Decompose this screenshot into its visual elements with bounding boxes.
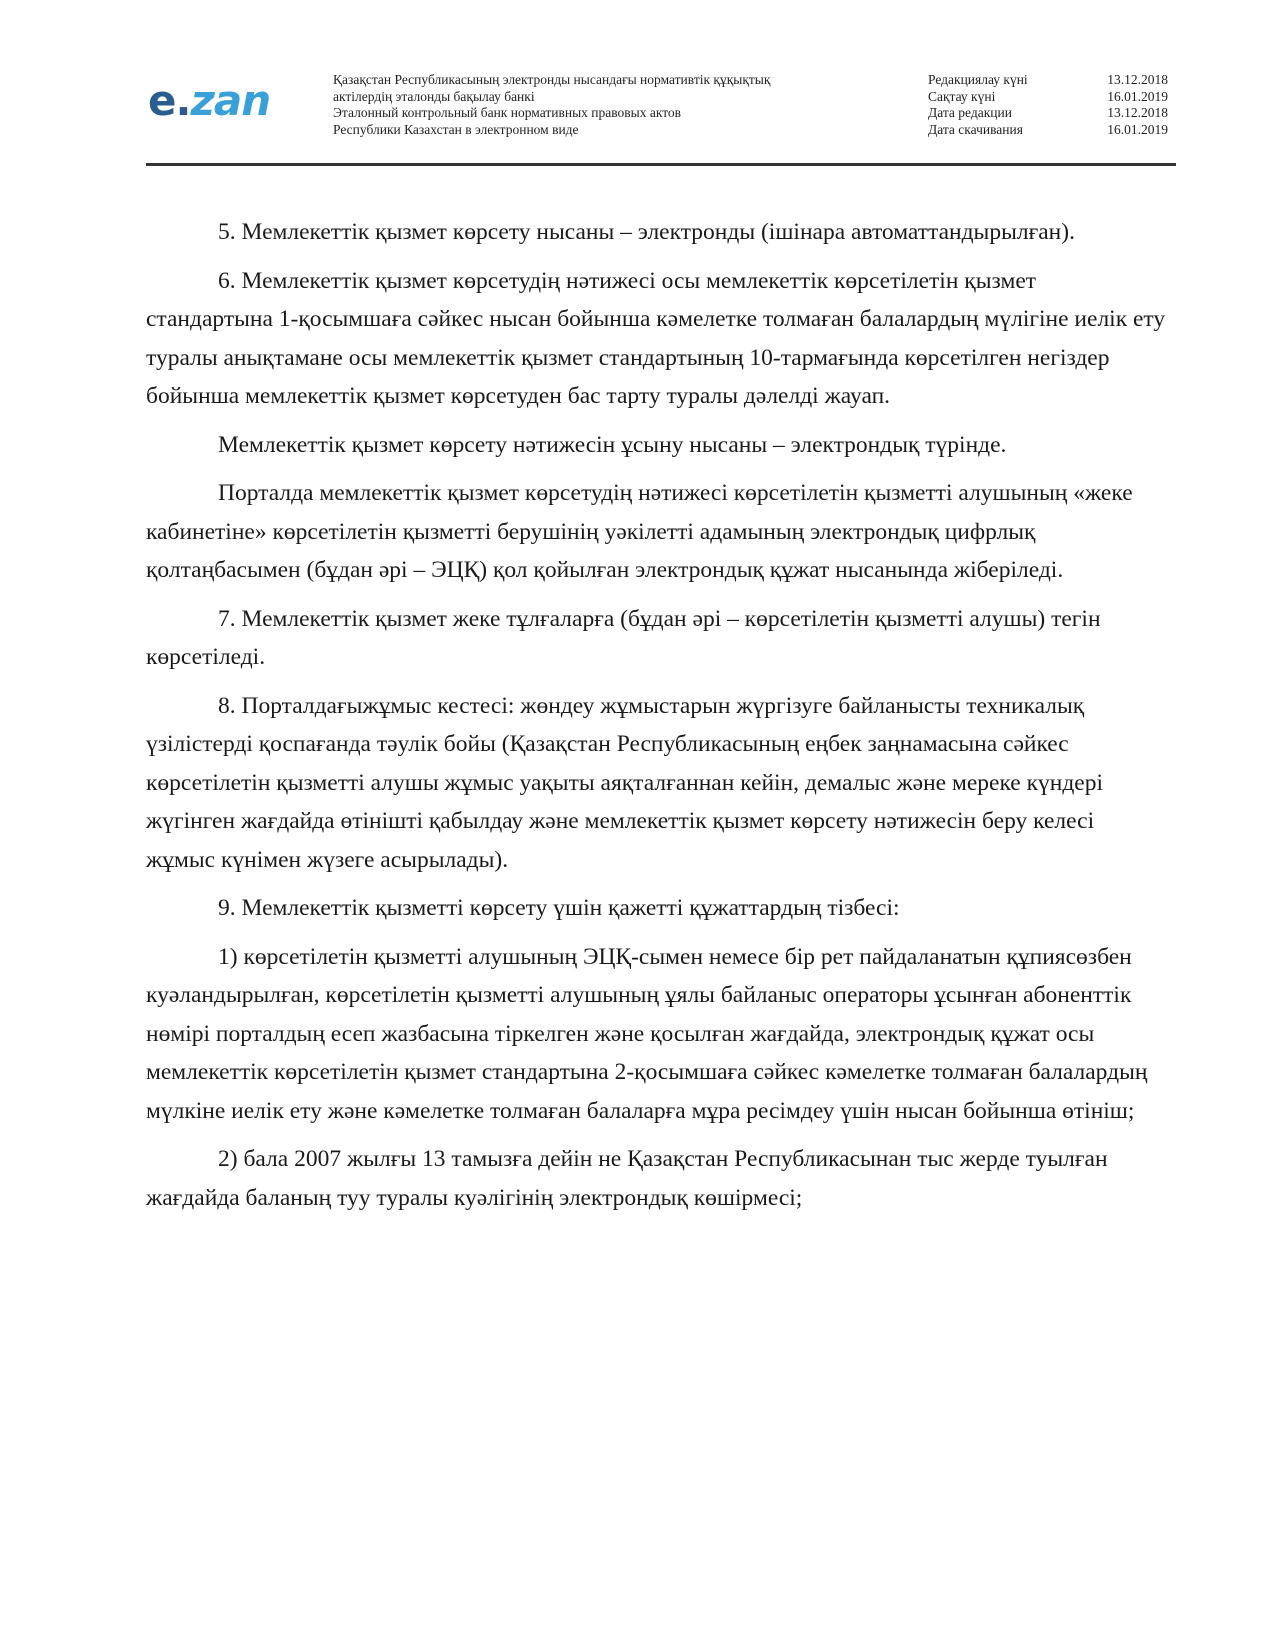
- meta-label: Дата редакции: [928, 105, 1012, 120]
- meta-label: Дата скачивания: [928, 121, 1023, 137]
- meta-label: Редакциялау күні: [928, 72, 1028, 87]
- header-description-line: Эталонный контрольный банк нормативных правовых актов: [333, 105, 682, 120]
- meta-label: Сақтау күні: [928, 88, 996, 104]
- paragraph-item-6: 6. Мемлекеттік қызмет көрсетудің нәтижесі осы мемлекеттік көрсетілетін қызмет стандартына 1-қосымшаға сәйкес нысан бойынша кәмелетке толмаған балалардың мүлігіне иелік ету туралы анықтамане осы мемлекеттік қызмет стандартының 10-тармағында көрсетілген негіздер бойынша мемлекеттік қызмет көрсетуден бас тарту туралы дәлелді жауап.: [146, 267, 1166, 409]
- document-body: [146, 213, 1166, 1227]
- meta-row-edit-date-kz: [928, 72, 1168, 89]
- paragraph-item-8: 8. Порталдағыжұмыс кестесі: жөндеу жұмыстарын жүргізуге байланысты техникалық үзілістерді қоспағанда тәулік бойы (Қазақстан Республикасының еңбек заңнамасына сәйкес көрсетілетін қызметті алушы жұмыс уақыты аяқталғаннан кейін, демалыс және мереке күндері жүгінген жағдайда өтінішті қабылдау және мемлекеттік қызмет көрсету нәтижесін беру келесі жұмыс күнімен жүзеге асырылады).: [146, 692, 1104, 873]
- meta-row-edit-date-ru: [928, 105, 1168, 122]
- meta-value: 13.12.2018: [1107, 72, 1168, 87]
- header-description: [333, 72, 893, 138]
- meta-value: 16.01.2019: [1107, 121, 1168, 137]
- meta-row-save-date-kz: [928, 89, 1168, 106]
- paragraph-result-form: Мемлекеттік қызмет көрсету нәтижесін ұсыну нысаны – электрондық түрінде.: [218, 431, 1007, 458]
- paragraph-item-5: 5. Мемлекеттік қызмет көрсету нысаны – электронды (ішінара автоматтандырылған).: [218, 219, 1075, 245]
- header-divider: [146, 163, 1176, 166]
- header-description-line: Республики Казахстан в электронном виде: [333, 121, 579, 137]
- ezan-logo: e.zan: [148, 76, 271, 125]
- meta-value: 16.01.2019: [1107, 88, 1168, 104]
- meta-value: 13.12.2018: [1107, 105, 1168, 120]
- paragraph-item-9: 9. Мемлекеттік қызметті көрсету үшін қажетті құжаттардың тізбесі:: [218, 895, 900, 921]
- paragraph-item-7: 7. Мемлекеттік қызмет жеке тұлғаларға (бұдан әрі – көрсетілетін қызметті алушы) тегін көрсетіледі.: [146, 605, 1101, 670]
- header-description-line: актілердің эталонды бақылау банкі: [333, 88, 535, 104]
- header-meta: [928, 72, 1168, 138]
- header-description-line: Қазақстан Республикасының электронды нысандағы нормативтік құқықтық: [333, 72, 771, 87]
- paragraph-portal-result: Порталда мемлекеттік қызмет көрсетудің нәтижесі көрсетілетін қызметті алушының «жеке кабинетіне» көрсетілетін қызметті берушінің уәкілетті адамының электрондық цифрлық қолтаңбасымен (бұдан әрі – ЭЦҚ) қол қойылған электрондық құжат нысанында жіберіледі.: [146, 480, 1133, 583]
- paragraph-item-9-1: 1) көрсетілетін қызметті алушының ЭЦҚ-сымен немесе бір рет пайдаланатын құпиясөзбен куәландырылған, көрсетілетін қызметті алушының ұялы байланыс операторы ұсынған абоненттік нөмірі порталдың есеп жазбасына тіркелген және қосылған жағдайда, электрондық құжат осы мемлекеттік көрсетілетін қызмет стандартына 2-қосымшаға сәйкес кәмелетке толмаған балалардың мүлкіне иелік ету және кәмелетке толмаған балаларға мұра ресімдеу үшін нысан бойынша өтініш;: [146, 943, 1148, 1124]
- paragraph-item-9-2: 2) бала 2007 жылғы 13 тамызға дейін не Қазақстан Республикасынан тыс жерде туылған жағдайда баланың туу туралы куәлігінің электрондық көшірмесі;: [146, 1146, 1108, 1211]
- meta-row-download-date-ru: [928, 122, 1168, 139]
